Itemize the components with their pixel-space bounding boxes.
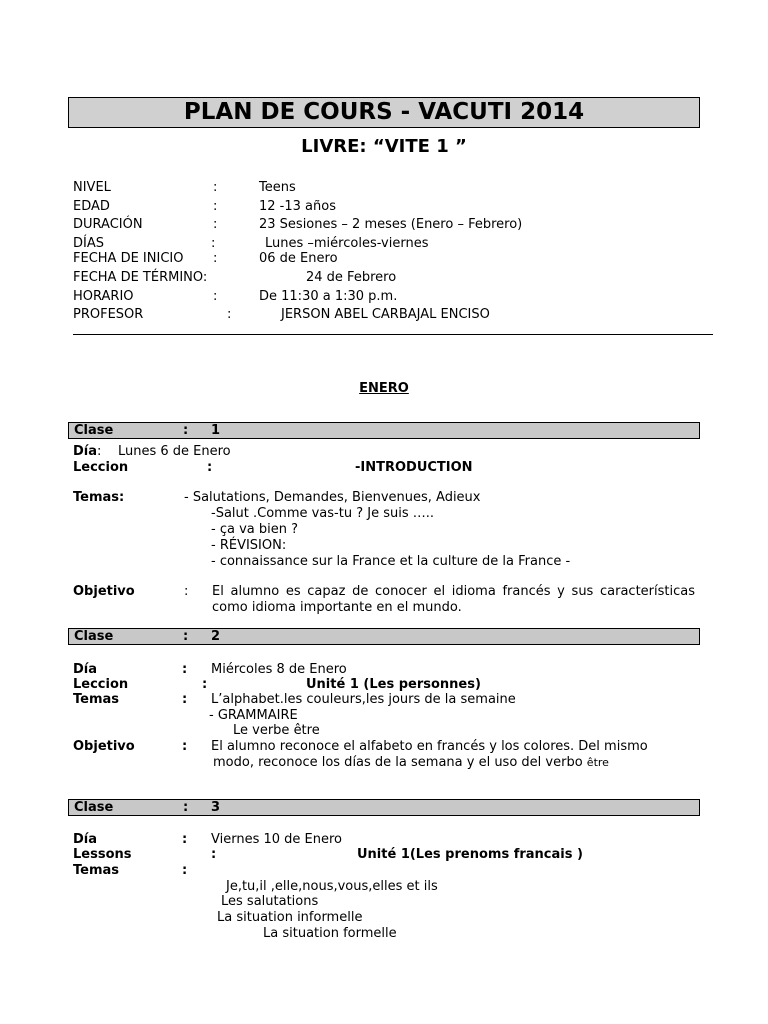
info-colon: : bbox=[213, 199, 218, 214]
page-title: PLAN DE COURS - VACUTI 2014 bbox=[68, 97, 700, 128]
objetivo-tail: être bbox=[586, 756, 609, 769]
info-value-dias: Lunes –miércoles-viernes bbox=[265, 236, 429, 251]
clase-bar-1 bbox=[68, 422, 700, 439]
tema-item: La situation informelle bbox=[217, 910, 363, 925]
temas-label: Temas bbox=[73, 863, 120, 878]
info-value-edad: 12 -13 años bbox=[259, 199, 336, 214]
dia-colon: : bbox=[97, 444, 102, 459]
leccion-label: Leccion bbox=[73, 677, 129, 692]
dia-colon: : bbox=[182, 662, 188, 677]
leccion-value: Unité 1(Les prenoms francais ) bbox=[357, 847, 583, 862]
info-label-edad: EDAD bbox=[73, 199, 110, 214]
info-label-dias: DÍAS bbox=[73, 236, 104, 251]
objetivo-colon: : bbox=[184, 584, 189, 599]
tema-item: Je,tu,il ,elle,nous,vous,elles et ils bbox=[226, 879, 438, 894]
leccion-label: Leccion bbox=[73, 460, 129, 475]
tema-item: La situation formelle bbox=[263, 926, 397, 941]
info-value-nivel: Teens bbox=[259, 180, 296, 195]
leccion-colon: : bbox=[211, 847, 217, 862]
clase-colon: : bbox=[183, 423, 189, 438]
temas-label: Temas bbox=[73, 692, 120, 707]
book-title: LIVRE: “VITE 1 ” bbox=[301, 136, 467, 157]
clase-colon: : bbox=[183, 800, 189, 815]
tema-item: Les salutations bbox=[221, 894, 319, 909]
clase-number: 1 bbox=[211, 423, 221, 438]
dia-value: Lunes 6 de Enero bbox=[117, 444, 231, 459]
dia-row-1 bbox=[73, 444, 231, 459]
dia-label: Día bbox=[73, 832, 98, 847]
temas-label: Temas: bbox=[73, 490, 125, 505]
leccion-value: Unité 1 (Les personnes) bbox=[306, 677, 481, 692]
clase-number: 3 bbox=[211, 800, 221, 815]
leccion-colon: : bbox=[202, 677, 208, 692]
info-value-profesor: JERSON ABEL CARBAJAL ENCISO bbox=[281, 307, 490, 322]
temas-colon: : bbox=[182, 692, 188, 707]
dia-value: Viernes 10 de Enero bbox=[211, 832, 342, 847]
info-value-horario: De 11:30 a 1:30 p.m. bbox=[259, 289, 398, 304]
objetivo-text: El alumno reconoce el alfabeto en francés y los colores. Del mismo bbox=[211, 739, 648, 754]
leccion-colon: : bbox=[207, 460, 213, 475]
info-colon: : bbox=[213, 180, 218, 195]
dia-label: Día bbox=[73, 662, 98, 677]
dia-value: Miércoles 8 de Enero bbox=[211, 662, 347, 677]
info-value-duracion: 23 Sesiones – 2 meses (Enero – Febrero) bbox=[259, 217, 523, 232]
tema-item: -Salut .Comme vas-tu ? Je suis ….. bbox=[211, 506, 434, 521]
tema-item: - GRAMMAIRE bbox=[209, 708, 298, 723]
info-colon: : bbox=[211, 236, 216, 251]
info-colon: : bbox=[213, 251, 218, 266]
objetivo-text: El alumno es capaz de conocer el idioma francés y sus características como idioma importante en el mundo. bbox=[212, 584, 695, 615]
clase-number: 2 bbox=[211, 629, 221, 644]
tema-item: L’alphabet.les couleurs,les jours de la semaine bbox=[211, 692, 516, 707]
info-label-duracion: DURACIÓN bbox=[73, 217, 143, 232]
info-colon: : bbox=[213, 289, 218, 304]
clase-label: Clase bbox=[74, 800, 114, 815]
dia-colon: : bbox=[182, 832, 188, 847]
info-value-fecha-termino: 24 de Febrero bbox=[306, 270, 397, 285]
info-label-fecha-termino: FECHA DE TÉRMINO: bbox=[73, 270, 208, 285]
info-label-fecha-inicio: FECHA DE INICIO bbox=[73, 251, 184, 266]
info-label-horario: HORARIO bbox=[73, 289, 134, 304]
month-heading: ENERO bbox=[359, 381, 409, 396]
leccion-value: -INTRODUCTION bbox=[355, 460, 473, 475]
info-label-profesor: PROFESOR bbox=[73, 307, 144, 322]
divider bbox=[73, 334, 713, 335]
clase-label: Clase bbox=[74, 423, 114, 438]
objetivo-label: Objetivo bbox=[73, 739, 135, 754]
tema-item: - connaissance sur la France et la culture de la France - bbox=[211, 554, 571, 569]
dia-label: Día bbox=[73, 444, 98, 459]
info-colon: : bbox=[213, 217, 218, 232]
temas-colon: : bbox=[182, 863, 188, 878]
tema-item: - ça va bien ? bbox=[211, 522, 298, 537]
objetivo-colon: : bbox=[182, 739, 188, 754]
objetivo-text: modo, reconoce los días de la semana y el uso del verbo bbox=[213, 755, 583, 770]
leccion-label: Lessons bbox=[73, 847, 132, 862]
clase-colon: : bbox=[183, 629, 189, 644]
tema-item: - Salutations, Demandes, Bienvenues, Adieux bbox=[184, 490, 481, 505]
clase-bar-2 bbox=[68, 628, 700, 645]
info-label-nivel: NIVEL bbox=[73, 180, 111, 195]
tema-item: Le verbe être bbox=[233, 723, 320, 738]
info-colon: : bbox=[227, 307, 232, 322]
objetivo-label: Objetivo bbox=[73, 584, 135, 599]
objetivo-text-line2 bbox=[213, 755, 609, 770]
info-value-fecha-inicio: 06 de Enero bbox=[259, 251, 338, 266]
clase-label: Clase bbox=[74, 629, 114, 644]
tema-item: - RÉVISION: bbox=[211, 538, 287, 553]
clase-bar-3 bbox=[68, 799, 700, 816]
